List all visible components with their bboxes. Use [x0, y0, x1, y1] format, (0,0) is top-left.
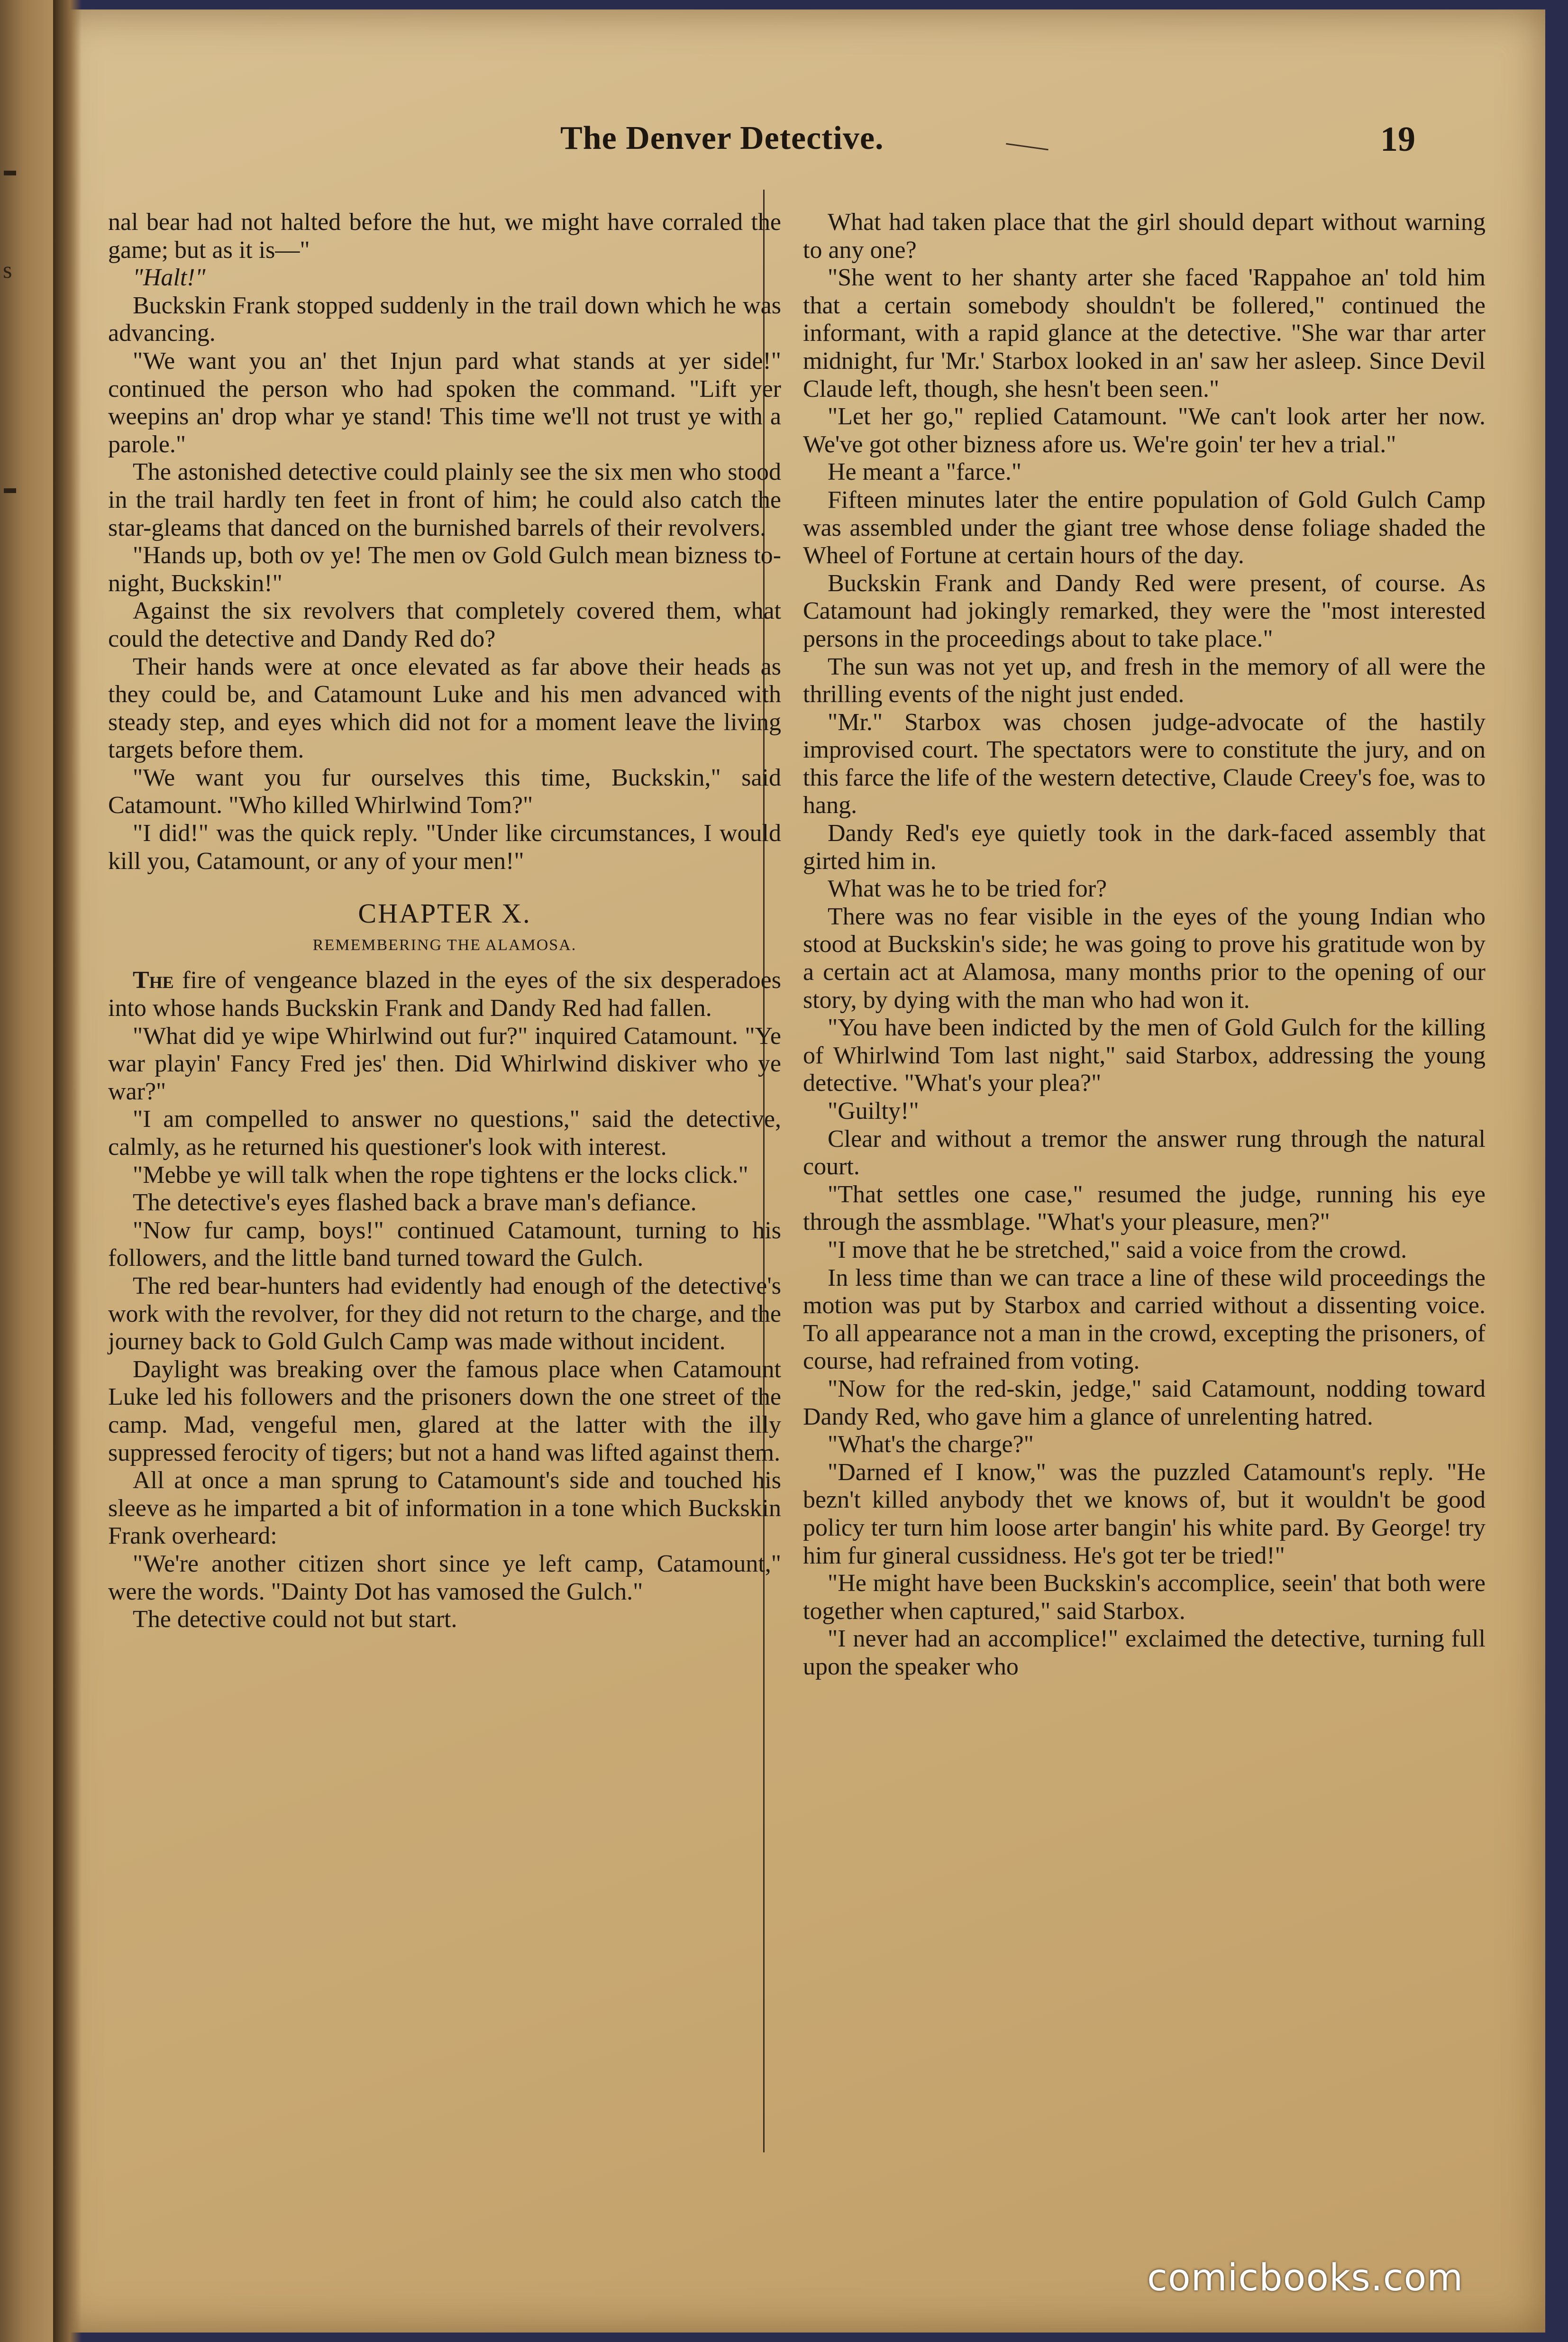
paragraph: "What did ye wipe Whirlwind out fur?" inquired Catamount. "Ye war playin' Fancy Fred jes' then. Did Whirlwind diskiver who ye war?"	[108, 1022, 781, 1105]
paragraph: "We want you fur ourselves this time, Buckskin," said Catamount. "Who killed Whirlwind Tom?"	[108, 764, 781, 819]
paragraph: "Halt!"	[133, 264, 206, 292]
site-watermark: comicbooks.com	[1147, 2257, 1464, 2299]
paragraph: "He might have been Buckskin's accomplice, seein' that both were together when captured," said Starbox.	[803, 1570, 1486, 1625]
running-title: The Denver Detective.	[560, 120, 884, 156]
header-flourish	[1006, 143, 1048, 150]
left-column	[108, 209, 781, 1634]
paragraph: "Now for the red-skin, jedge," said Catamount, nodding toward Dandy Red, who gave him a glance of unrelenting hatred.	[803, 1375, 1486, 1430]
paragraph: "I never had an accomplice!" exclaimed the detective, turning full upon the speaker who	[803, 1625, 1486, 1680]
right-column	[803, 209, 1486, 1681]
paragraph: Buckskin Frank and Dandy Red were present, of course. As Catamount had jokingly remarked, they were the "most interested persons in the proceedings about to take place."	[803, 569, 1486, 652]
paragraph: "Let her go," replied Catamount. "We can't look arter her now. We've got other bizness afore us. We're goin' ter hev a trial."	[803, 403, 1486, 458]
chapter-subtitle: REMEMBERING THE ALAMOSA.	[312, 936, 577, 954]
running-header	[53, 119, 1545, 167]
lead-word: The	[133, 967, 174, 994]
paragraph: "Mebbe ye will talk when the rope tightens er the locks click."	[133, 1161, 748, 1189]
paragraph: The red bear-hunters had evidently had enough of the detective's work with the revolver, for they did not return to the charge, and the journey back to Gold Gulch Camp was made without incident.	[108, 1272, 781, 1355]
paragraph: "That settles one case," resumed the judge, running his eye through the assmblage. "What's your pleasure, men?"	[803, 1180, 1486, 1236]
chapter-heading: CHAPTER X.	[358, 898, 531, 929]
paragraph: "I move that he be stretched," said a voice from the crowd.	[828, 1236, 1407, 1263]
paragraph: What had taken place that the girl should depart without warning to any one?	[803, 209, 1486, 264]
paragraph: "You have been indicted by the men of Gold Gulch for the killing of Whirlwind Tom last night," said Starbox, addressing the young detective. "What's your plea?"	[803, 1014, 1486, 1097]
paragraph: "We want you an' thet Injun pard what stands at yer side!" continued the person who had spoken the command. "Lift yer weepins an' drop whar ye stand! This time we'll not trust ye with a parole."	[108, 347, 781, 458]
margin-mark	[4, 488, 16, 493]
book-page	[53, 9, 1545, 2333]
paragraph: "She went to her shanty arter she faced 'Rappahoe an' told him that a certain somebody shouldn't be follered," continued the informant, with a rapid glance at the detective. "She war thar arter midnight, fur 'Mr.' Starbox looked in an' saw her asleep. Since Devil Claude left, though, she hesn't been seen."	[803, 264, 1486, 403]
paragraph: All at once a man sprung to Catamount's side and touched his sleeve as he imparted a bit of information in a tone which Buckskin Frank overheard:	[108, 1467, 781, 1550]
paragraph	[108, 967, 781, 1022]
paragraph: Clear and without a tremor the answer rung through the natural court.	[803, 1125, 1486, 1180]
page-number: 19	[1380, 120, 1415, 159]
paragraph: Their hands were at once elevated as far above their heads as they could be, and Catamount Luke and his men advanced with steady step, and eyes which did not for a moment leave the living targets before them.	[108, 653, 781, 764]
paragraph: "Hands up, both ov ye! The men ov Gold Gulch mean bizness to-night, Buckskin!"	[108, 542, 781, 597]
paragraph: Dandy Red's eye quietly took in the dark-faced assembly that girted him in.	[803, 820, 1486, 875]
paragraph: "What's the charge?"	[828, 1431, 1034, 1458]
paragraph: He meant a "farce."	[828, 458, 1022, 486]
paragraph: Buckskin Frank stopped suddenly in the trail down which he was advancing.	[108, 292, 781, 347]
paragraph: "Mr." Starbox was chosen judge-advocate of the hastily improvised court. The spectators were to constitute the jury, and on this farce the life of the western detective, Claude Creey's foe, was to hang.	[803, 708, 1486, 819]
paragraph: "Guilty!"	[828, 1098, 919, 1125]
margin-mark	[4, 171, 16, 175]
paragraph: "We're another citizen short since ye left camp, Catamount," were the words. "Dainty Dot has vamosed the Gulch."	[108, 1550, 781, 1605]
paragraph: In less time than we can trace a line of these wild proceedings the motion was put by Starbox and carried without a dissenting voice. To all appearance not a man in the crowd, excepting the prisoners, of course, had refrained from voting.	[803, 1264, 1486, 1375]
paragraph: nal bear had not halted before the hut, we might have corraled the game; but as it is—"	[108, 209, 781, 264]
paragraph: What was he to be tried for?	[828, 875, 1107, 903]
gutter-shadow	[53, 0, 82, 2342]
paragraph: "Darned ef I know," was the puzzled Catamount's reply. "He bezn't killed anybody thet we knows of, but it wouldn't be good policy ter turn him loose arter bangin' his white pard. By George! try him fur gineral cussidness. He's got ter be tried!"	[803, 1458, 1486, 1569]
margin-fragment: s	[3, 256, 12, 283]
paragraph: The detective's eyes flashed back a brave man's defiance.	[133, 1189, 697, 1217]
paragraph: Daylight was breaking over the famous place when Catamount Luke led his followers and the prisoners down the one street of the camp. Mad, vengeful men, glared at the latter with the illy suppressed ferocity of tigers; but not a hand was lifted against them.	[108, 1355, 781, 1466]
paragraph: The astonished detective could plainly see the six men who stood in the trail hardly ten feet in front of him; he could also catch the star-gleams that danced on the burnished barrels of their revolvers.	[108, 458, 781, 541]
paragraph: The sun was not yet up, and fresh in the memory of all were the thrilling events of the night just ended.	[803, 653, 1486, 708]
paragraph: The detective could not but start.	[133, 1606, 457, 1633]
paragraph: "Now fur camp, boys!" continued Catamount, turning to his followers, and the little band turned toward the Gulch.	[108, 1217, 781, 1272]
paragraph: "I did!" was the quick reply. "Under like circumstances, I would kill you, Catamount, or any of your men!"	[108, 820, 781, 875]
facing-page-edge	[0, 0, 53, 2342]
paragraph-text: fire of vengeance blazed in the eyes of the six desperadoes into whose hands Buckskin Frank and Dandy Red had fallen.	[108, 967, 781, 1022]
paragraph: Fifteen minutes later the entire population of Gold Gulch Camp was assembled under the giant tree whose dense foliage shaded the Wheel of Fortune at certain hours of the day.	[803, 486, 1486, 569]
paragraph: Against the six revolvers that completely covered them, what could the detective and Dandy Red do?	[108, 597, 781, 652]
paragraph: "I am compelled to answer no questions," said the detective, calmly, as he returned his questioner's look with interest.	[108, 1106, 781, 1161]
paragraph: There was no fear visible in the eyes of the young Indian who stood at Buckskin's side; he was going to prove his gratitude won by a certain act at Alamosa, many months prior to the opening of our story, by dying with the man who had won it.	[803, 903, 1486, 1014]
